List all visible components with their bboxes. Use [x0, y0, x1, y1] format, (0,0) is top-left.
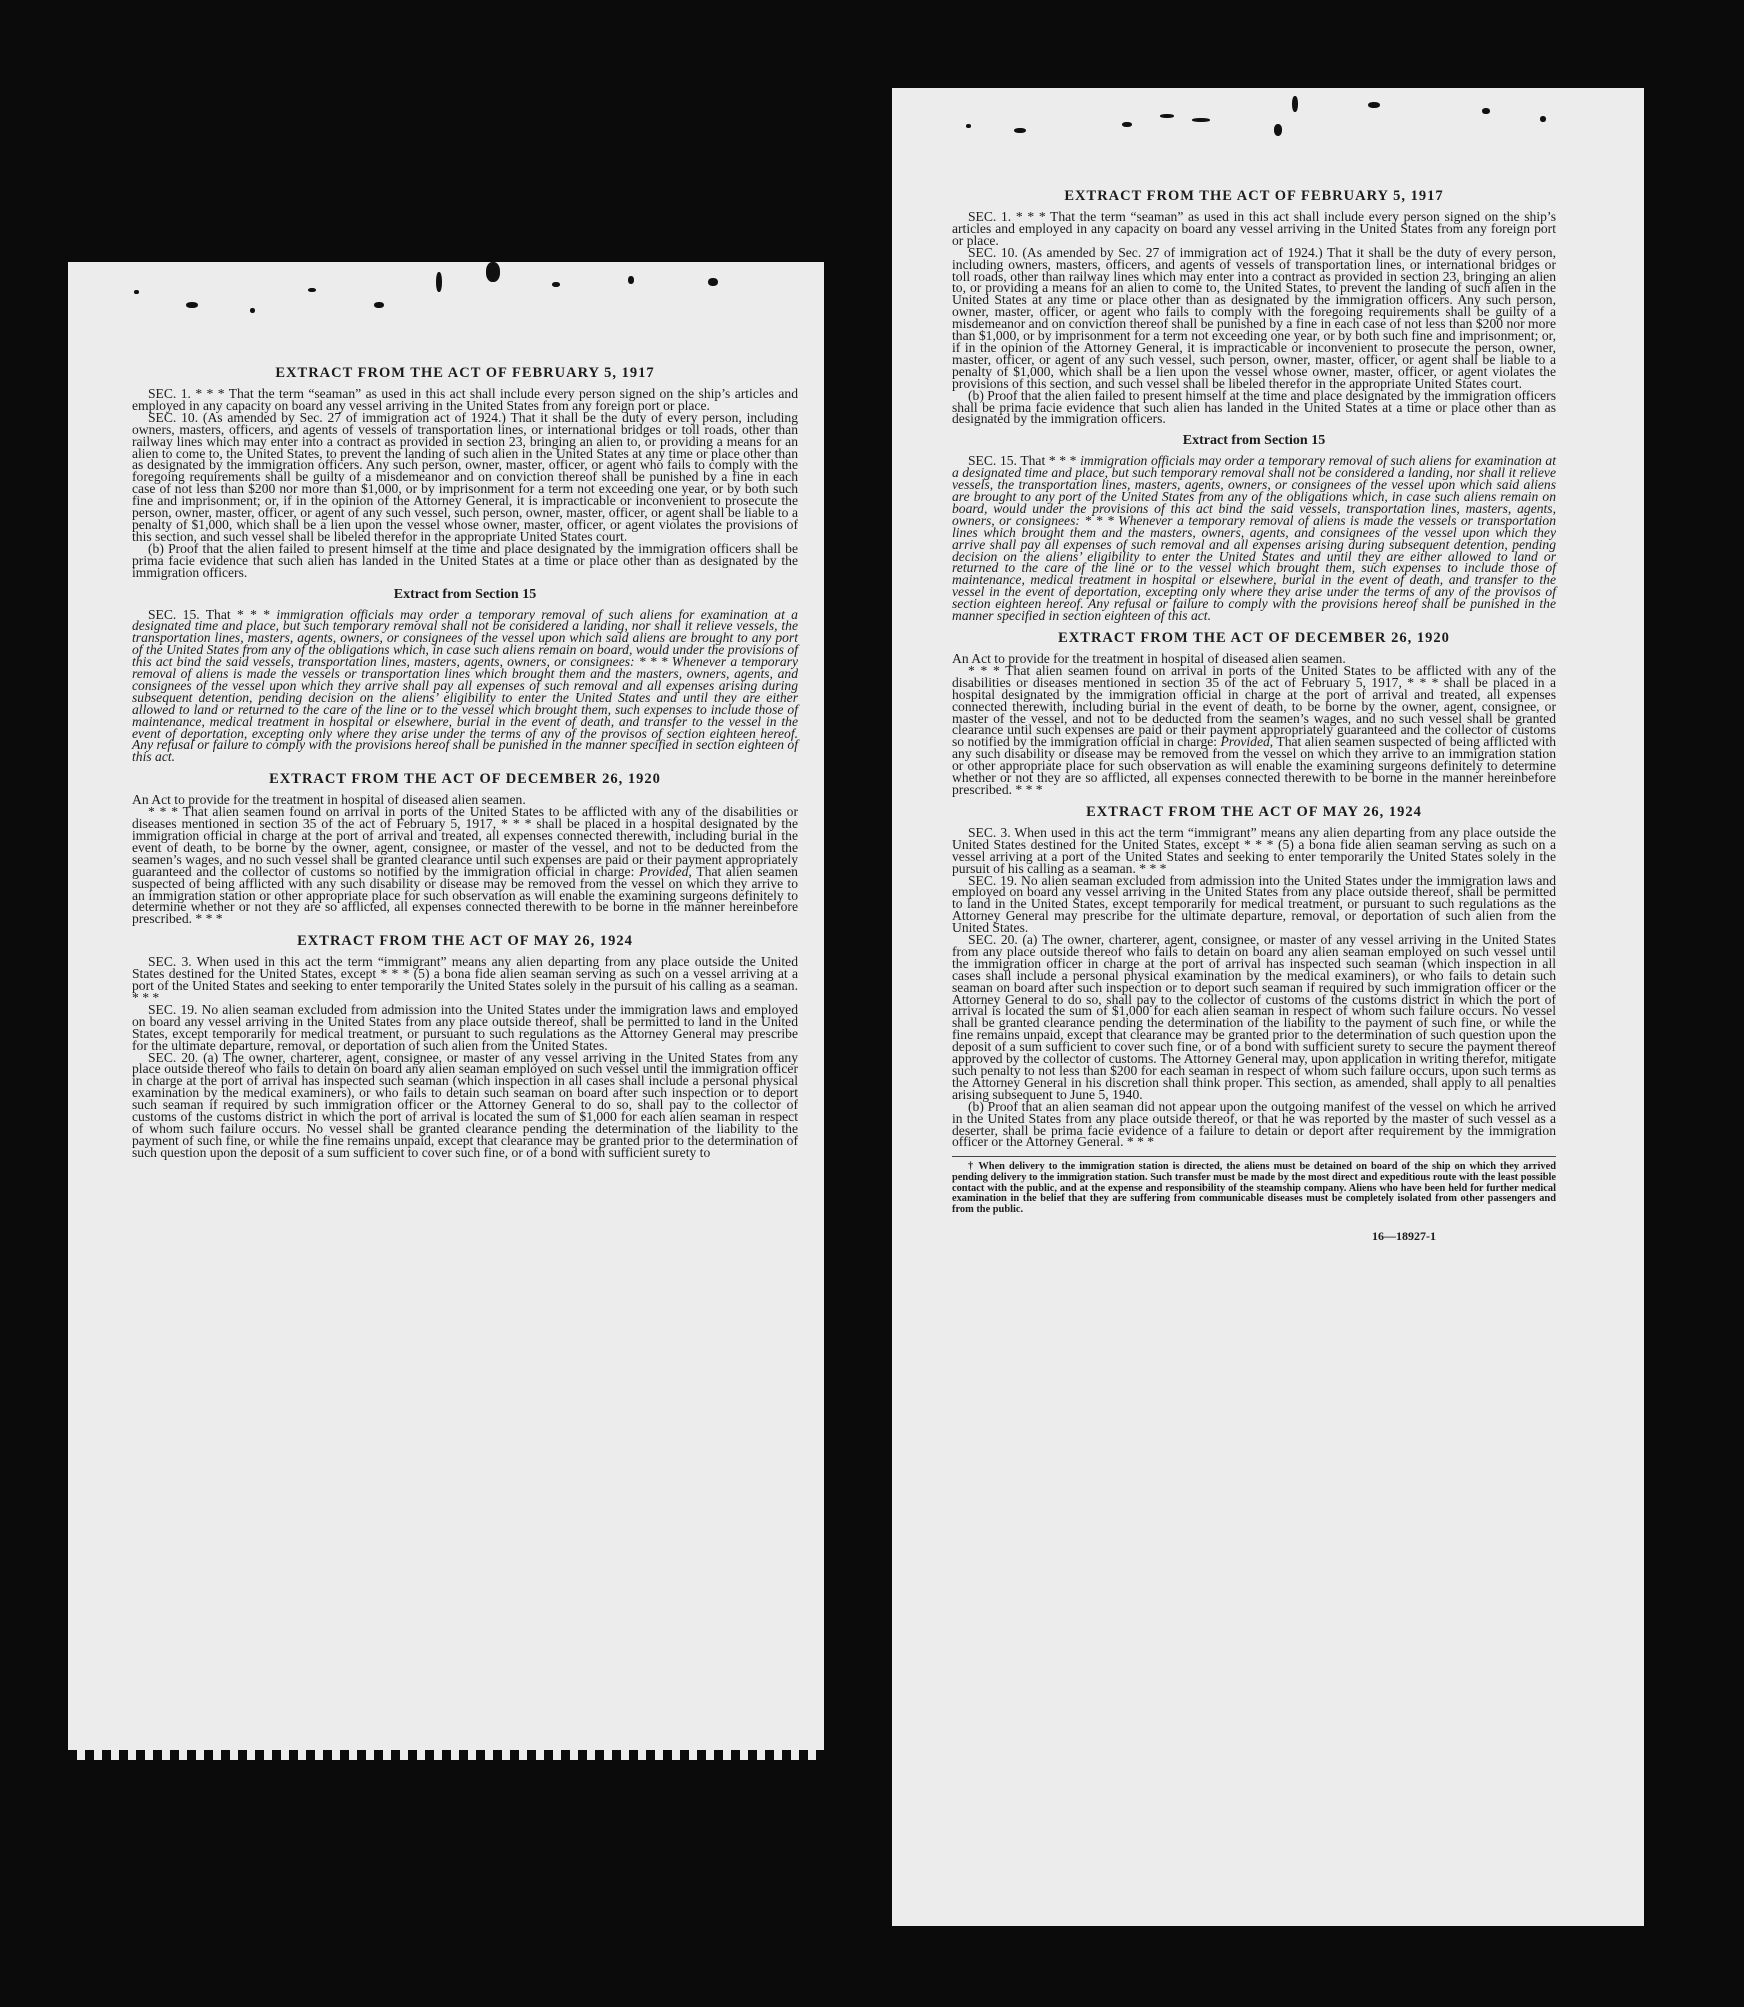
act-1920-text: [952, 662, 1557, 797]
section-15-text: [132, 606, 798, 765]
heading-section-15: Extract from Section 15: [393, 586, 537, 602]
heading-act-1917: EXTRACT FROM THE ACT OF FEBRUARY 5, 1917: [1064, 188, 1444, 204]
section-15-lead: SEC. 15. That * * *: [968, 453, 1081, 469]
section-1-text: SEC. 1. * * * That the term “seaman” as used in this act shall include every person signed on the ship’s articles and employed in any capacity on board any vessel arriving in the United States from any foreign port or place.: [132, 386, 798, 413]
act-1920-provided: Provided,: [1220, 734, 1274, 750]
footnote: [952, 1156, 1556, 1215]
document-sheet-right: [892, 88, 1644, 1926]
section-20b-text: (b) Proof that an alien seaman did not appear upon the outgoing manifest of the vessel on which he arrived in the United States from any place outside thereof, or that he was reported by the master of such vessel as a deserter, shall be prima facie evidence of a failure to detain or deport after requirement by the immigration officer or the Attorney General. * * *: [952, 1098, 1556, 1150]
heading-act-1924: EXTRACT FROM THE ACT OF MAY 26, 1924: [297, 933, 633, 950]
act-1920-body-a: * * * That alien seamen found on arrival in ports of the United States to be afflicted with any of the disabilities or diseases mentioned in section 35 of the act of February 5, 1917, * * * shall be placed in a hospital designated by the immigration official in charge at the port of arrival and treated, all expenses connected therewith, including burial in the event of death, to be borne by the owner, agent, consignee, or master of the vessel, and not to be deducted from the seamen’s wages, and no such vessel shall be granted clearance until such expenses are paid or their payment appropriately guaranteed and the collector of customs so notified by the immigration official in charge:: [132, 804, 798, 879]
act-1920-text: [132, 806, 798, 925]
footnote-text: † When delivery to the immigration station is directed, the aliens must be detained on board of the ship on which they arrived pending delivery to the immigration station. Such transfer must be made by the most direct and expeditious route with the least possible contact with the public, and at the expense and responsibility of the steamship company. Aliens who have been held for further medical examination in the belief that they are suffering from communicable diseases must be completely isolated from other passengers and from the public.: [952, 1161, 1556, 1215]
document-sheet-left: [68, 262, 824, 1760]
section-10-text: SEC. 10. (As amended by Sec. 27 of immigration act of 1924.) That it shall be the duty of every person, including owners, masters, officers, and agents of vessels of transportation lines, or international bridges or toll roads, other than railway lines which may enter into a contract as provided in section 23, bringing an alien to, or providing a means for an alien to come to, the United States, to prevent the landing of such alien in the United States at any time or place other than as designated by the immigration officers. Any such person, owner, master, officer, or agent who fails to comply with the foregoing requirements shall be guilty of a misdemeanor and on conviction thereof shall be punished by a fine in each case of not less than $200 nor more than $1,000, or by imprisonment for a term not exceeding one year, or by both such fine and imprisonment; or, if in the opinion of the Attorney General, it is impracticable or inconvenient to prosecute the person, owner, master, officer, or agent of any such vessel, such person, owner, master, officer, or agent shall be liable to a penalty of $1,000, which shall be a lien upon the vessel whose owner, master, officer, or agent violates the provisions of this section, and such vessel shall be libeled therefor in the appropriate United States court.: [952, 244, 1556, 391]
heading-act-1920: EXTRACT FROM THE ACT OF DECEMBER 26, 1920: [1058, 630, 1450, 646]
section-10b-text: (b) Proof that the alien failed to present himself at the time and place designated by the immigration officers shall be prima facie evidence that such alien has landed in the United States at a time or place other than as designated by the immigration officers.: [132, 540, 798, 580]
section-15-text: [952, 455, 1556, 622]
heading-section-15: Extract from Section 15: [1182, 433, 1326, 449]
act-1920-title: An Act to provide for the treatment in hospital of diseased alien seamen.: [132, 792, 526, 808]
section-3-text: SEC. 3. When used in this act the term “immigrant” means any alien departing from any place outside the United States destined for the United States, except * * * (5) a bona fide alien seaman serving as such on a vessel arriving at a port of the United States and seeking to enter temporarily the United States solely in the pursuit of his calling as a seaman. * * *: [132, 954, 798, 1005]
act-1920-body-b: That alien seamen suspected of being afflicted with any such disability or disease may be removed from the vessel on which they arrive to an immigration station or other appropriate place for such observation as will enable the examining surgeons definitely to determine whether or not they are so afflicted, all expenses connected therewith to be borne in the manner hereinbefore prescribed. * * *: [132, 863, 798, 927]
act-1920-body-a: * * * That alien seamen found on arrival in ports of the United States to be afflicted with any of the disabilities or diseases mentioned in section 35 of the act of February 5, 1917, * * * shall be placed in a hospital designated by the immigration official in charge at the port of arrival and treated, all expenses connected therewith, including burial in the event of death, to be borne by the owner, agent, consignee, or master of the vessel, and not to be deducted from the seamen’s wages, and no such vessel shall be granted clearance until such expenses are paid or their payment appropriately guaranteed and the collector of customs so notified by the immigration official in charge:: [952, 662, 1556, 750]
section-15-body: immigration officials may order a temporary removal of such aliens for examination at a designated time and place, but such temporary removal shall not be considered a landing, nor shall it relieve vessels, the transportation lines, masters, agents, owners, or consignees of the vessel upon which said aliens are brought to any port of the United States from any of the obligations which, in case such aliens remain on board, would under the provisions of this act bind the said vessels, transportation lines, masters, agents, owners, or consignees: * * * Whenever a temporary removal of aliens is made the vessels or transportation lines which brought them and the masters, owners, agents, and consignees of the vessel upon which they arrive shall pay all expenses of such removal and all expenses arising during subsequent detention, pending decision on the aliens’ eligibility to enter the United States and until they are either allowed to land or returned to the care of the line or to the vessel which brought them, such expenses to include those of maintenance, medical treatment in hospital or elsewhere, burial in the event of death, and transfer to the vessel in the event of deportation, excepting only where they arise under the terms of any of the provisos of section eighteen hereof. Any refusal or failure to comply with the provisions hereof shall be punished in the manner specified in section eighteen of this act.: [132, 606, 798, 765]
section-20a-text: SEC. 20. (a) The owner, charterer, agent, consignee, or master of any vessel arriving in the United States from any place outside thereof who fails to detain on board any alien seaman employed on such vessel until the immigration officer in charge at the port of arrival has inspected such seaman (which inspection in all cases shall include a personal physical examination by the medical examiners), or who fails to detain such seaman on board after such inspection or to deport such seaman if required by such immigration officer or the Attorney General to do so, shall pay to the collector of customs of the customs district in which the port of arrival is located the sum of $1,000 for each alien seaman in respect of whom such failure occurs. No vessel shall be granted clearance pending the determination of the liability to the payment of such fine, or while the fine remains unpaid, except that clearance may be granted prior to the determination of such question upon the deposit of a sum sufficient to cover such fine, or of a bond with sufficient surety to secure the payment thereof approved by the collector of customs. The Attorney General may, upon application in writing therefor, mitigate such penalty to not less than $200 for each seaman in respect of whom such failure occurs, upon such terms as the Attorney General in his discretion shall think proper. This section, as amended, shall apply to all penalties arising subsequent to June 5, 1940.: [952, 932, 1556, 1102]
section-19-text: SEC. 19. No alien seaman excluded from admission into the United States under the immigration laws and employed on board any vessel arriving in the United States from any place outside thereof, shall be permitted to land in the United States, except temporarily for medical treatment, or pursuant to such regulations as the Attorney General may prescribe for the ultimate departure, removal, or deportation of such alien from the United States.: [952, 872, 1556, 936]
section-15-lead: SEC. 15. That * * *: [148, 606, 277, 622]
act-1920-title: An Act to provide for the treatment in hospital of diseased alien seamen.: [952, 651, 1346, 666]
form-number: 16—18927-1: [1372, 1229, 1436, 1244]
section-15-body: immigration officials may order a temporary removal of such aliens for examination at a designated time and place, but such temporary removal shall not be considered a landing, nor shall it relieve vessels, the transportation lines, masters, agents, owners, or consignees of the vessel upon which said aliens are brought to any port of the United States from any of the obligations which, in case such aliens remain on board, would under the provisions of this act bind the said vessels, transportation lines, masters, agents, owners, or consignees: * * * Whenever a temporary removal of aliens is made the vessels or transportation lines which brought them and the masters, owners, agents, and consignees of the vessel upon which they arrive shall pay all expenses of such removal and all expenses arising during subsequent detention, pending decision on the aliens’ eligibility to enter the United States and until they are either allowed to land or returned to the care of the line or to the vessel which brought them, such expenses to include those of maintenance, medical treatment in hospital or elsewhere, burial in the event of death, and transfer to the vessel in the event of deportation, excepting only where they arise under the terms of any of the provisos of section eighteen hereof. Any refusal or failure to comply with the provisions hereof shall be punished in the manner specified in section eighteen of this act.: [952, 453, 1556, 624]
section-10b-text: (b) Proof that the alien failed to present himself at the time and place designated by the immigration officers shall be prima facie evidence that such alien has landed in the United States at a time or place other than as designated by the immigration officers.: [952, 387, 1556, 427]
act-1920-provided: Provided,: [639, 863, 692, 879]
act-1920-body-b: That alien seamen suspected of being afflicted with any such disability or disease may be removed from the vessel on which they arrive to an immigration station or other appropriate place for such observation as will enable the examining surgeons definitely to determine whether or not they are so afflicted, all expenses connected therewith to be borne in the manner hereinbefore prescribed. * * *: [952, 734, 1557, 797]
heading-act-1917: EXTRACT FROM THE ACT OF FEBRUARY 5, 1917: [275, 365, 655, 381]
heading-act-1920: EXTRACT FROM THE ACT OF DECEMBER 26, 1920: [269, 771, 661, 788]
section-19-text: SEC. 19. No alien seaman excluded from admission into the United States under the immigration laws and employed on board any vessel arriving in the United States from any place outside thereof, shall be permitted to land in the United States, except temporarily for medical treatment, or pursuant to such regulations as the Attorney General may prescribe for the ultimate departure, removal, or deportation of such alien from the United States.: [132, 1001, 798, 1053]
section-1-text: SEC. 1. * * * That the term “seaman” as used in this act shall include every person signed on the ship’s articles and employed in any capacity on board any vessel arriving in the United States from any foreign port or place.: [952, 209, 1556, 248]
section-20a-text-truncated: SEC. 20. (a) The owner, charterer, agent, consignee, or master of any vessel arriving in the United States from any place outside thereof who fails to detain on board any alien seaman employed on such vessel until the immigration officer in charge at the port of arrival has inspected such seaman (which inspection in all cases shall include a personal physical examination by the medical examiners), or who fails to detain such seaman on board after such inspection or to deport such seaman if required by such immigration officer or the Attorney General to do so, shall pay to the collector of customs of the customs district in which the port of arrival is located the sum of $1,000 for each alien seaman in respect of whom such failure occurs. No vessel shall be granted clearance pending the determination of the liability to the payment of such fine, or while the fine remains unpaid, except that clearance may be granted prior to the determination of such question upon the deposit of a sum sufficient to cover such fine, or of a bond with sufficient surety to: [132, 1049, 798, 1160]
section-10-text: SEC. 10. (As amended by Sec. 27 of immigration act of 1924.) That it shall be the duty of every person, including owners, masters, officers, and agents of vessels of transportation lines, or international bridges or toll roads, other than railway lines which may enter into a contract as provided in section 23, bringing an alien to, or providing a means for an alien to come to, the United States, to prevent the landing of such alien in the United States at any time or place other than as designated by the immigration officers. Any such person, owner, master, officer, or agent who fails to comply with the foregoing requirements shall be guilty of a misdemeanor and on conviction thereof shall be punished by a fine in each case of not less than $200 nor more than $1,000, or by imprisonment for a term not exceeding one year, or by both such fine and imprisonment; or, if in the opinion of the Attorney General, it is impracticable or inconvenient to prosecute the person, owner, master, officer, or agent of any such vessel, such person, owner, master, officer, or agent shall be liable to a penalty of $1,000, which shall be a lien upon the vessel whose owner, master, officer, or agent violates the provisions of this section, and such vessel shall be libeled therefor in the appropriate United States court.: [132, 409, 798, 544]
heading-act-1924: EXTRACT FROM THE ACT OF MAY 26, 1924: [1086, 803, 1422, 820]
section-3-text: SEC. 3. When used in this act the term “immigrant” means any alien departing from any place outside the United States destined for the United States, except * * * (5) a bona fide alien seaman serving as such on a vessel arriving at a port of the United States and seeking to enter temporarily the United States solely in the pursuit of his calling as a seaman. * * *: [952, 824, 1556, 876]
